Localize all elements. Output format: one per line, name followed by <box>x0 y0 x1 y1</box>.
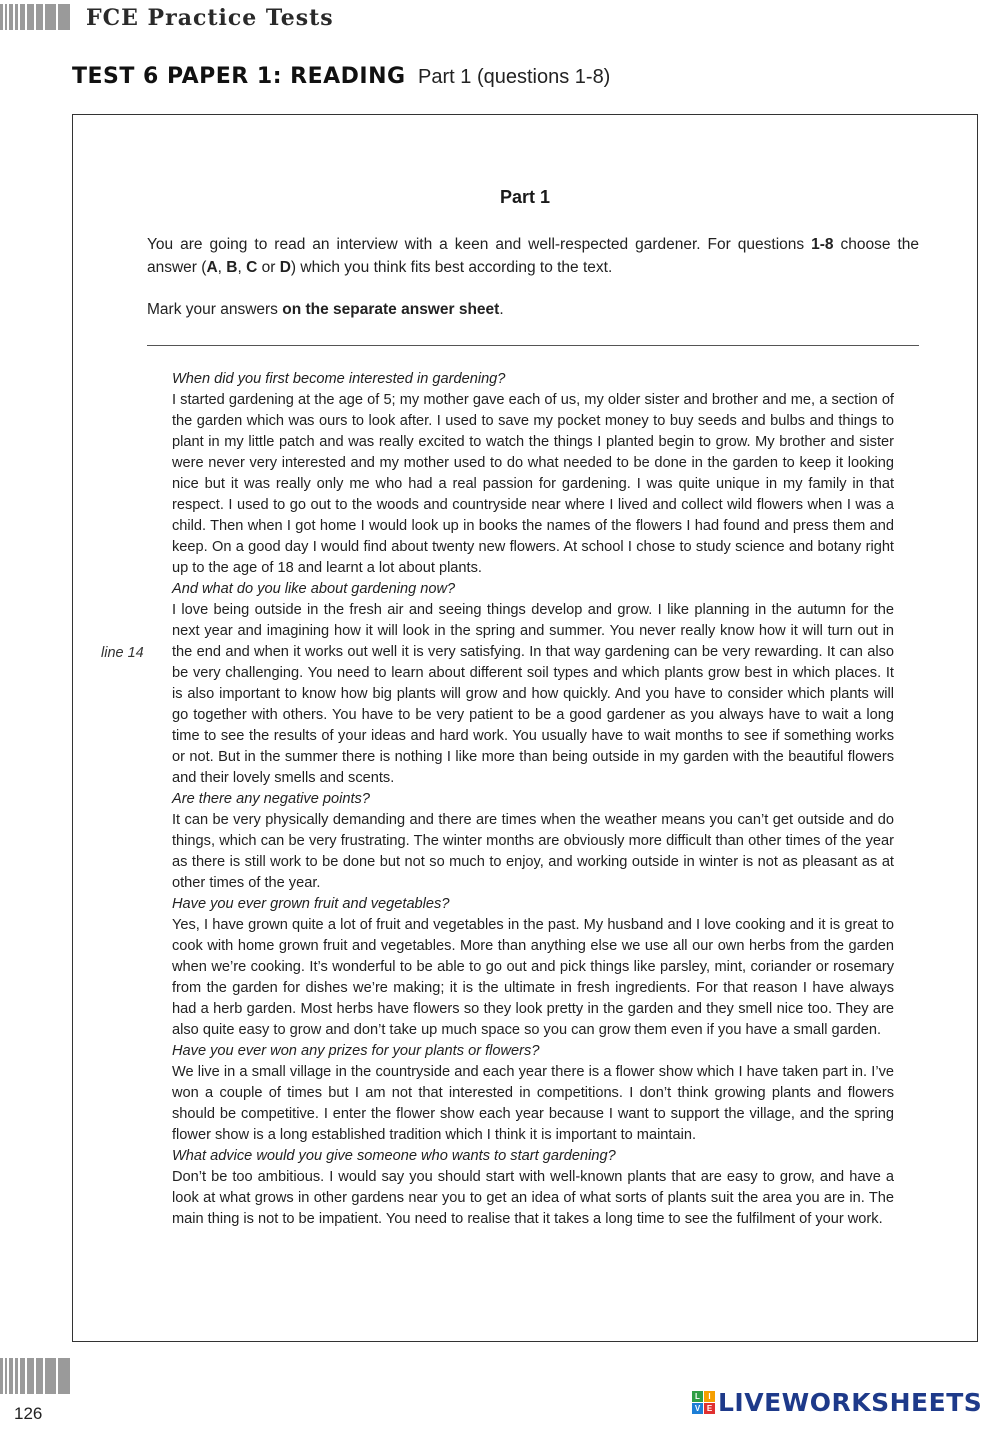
test-heading-main: TEST 6 PAPER 1: READING <box>72 64 406 89</box>
interview-question-5: Have you ever won any prizes for your plants or flowers? <box>172 1043 540 1059</box>
mark-text: Mark your answers <box>147 301 283 318</box>
instr-question-range: 1-8 <box>811 236 834 253</box>
instr-text-2: choose the answer ( <box>147 236 919 276</box>
liveworksheets-brand[interactable] <box>692 1388 982 1417</box>
footer-decorative-bars <box>0 1358 72 1394</box>
interview-question-3: Are there any negative points? <box>172 791 370 807</box>
interview-answer-5: We live in a small village in the countryside and each year there is a flower show which I have taken part in. I’ve won a couple of times but I am not that interested in competitions. I don’t think growing plants and flowers should be competitive. I enter the flower show each year because I want to support the village, and the spring flower show is a long established tradition which I think it is important to maintain. <box>172 1064 894 1143</box>
interview-question-4: Have you ever grown fruit and vegetables? <box>172 896 450 912</box>
line-14-marker: line 14 <box>101 645 144 661</box>
instr-sep-1: , <box>217 259 227 276</box>
instr-text-1: You are going to read an interview with a keen and well-respected gardener. For questions <box>147 236 812 253</box>
option-d: D <box>279 259 291 276</box>
interview-question-1: When did you first become interested in gardening? <box>172 371 506 387</box>
interview-answer-6: Don’t be too ambitious. I would say you should start with well-known plants that are easy to grow, and have a look at what grows in other gardens near you to get an idea of what sorts of plants suit the area you are in. The main thing is not to be impatient. You need to realise that it takes a long time to see the fulfilment of your work. <box>172 1169 894 1227</box>
part-title: Part 1 <box>499 187 551 207</box>
mark-instruction <box>147 301 504 319</box>
test-heading-sub: Part 1 (questions 1-8) <box>418 66 611 88</box>
mark-end: . <box>499 301 504 318</box>
interview-answer-1: I started gardening at the age of 5; my mother gave each of us, my older sister and brother and me, a section of the garden which was ours to look after. I used to save my pocket money to buy seeds and bulbs and things to plant in my little patch and was really excited to watch the things I planted begin to grow. My brother and sister were never very interested and my mother used to do what needed to be done in the garden to keep it looking nice but it was really only me who had a real passion for gardening. I was quite unique in my family in that respect. I used to go out to the woods and countryside near where I lived and collect wild flowers when I was a child. Then when I got home I would look up in books the names of the flowers I had found and press them and keep. On a good day I would find about twenty new flowers. At school I chose to study science and botany right up to the age of 18 and learnt a lot about plants. <box>172 392 894 576</box>
interview-answer-2: I love being outside in the fresh air and seeing things develop and grow. I like planning in the autumn for the next year and imagining how it will look in the spring and summer. You never really know how it will turn out in the end and when it works out well it is very satisfying. In that way gardening can be very rewarding. It can also be very challenging. You need to learn about different soil types and which plants grow best in which places. It is also important to know how big plants will grow and how quickly. And you have to consider which plants will go together with others. You have to be very patient to be a good gardener as you always have to wait a long time to see the results of your ideas and hard work. You usually have to wait months to see if something works or not. But in the summer there is nothing I like more than being outside in my garden with the beautiful flowers and their lovely smells and scents. <box>172 602 894 786</box>
interview-question-2: And what do you like about gardening now? <box>172 581 456 597</box>
reading-frame <box>72 114 978 1342</box>
divider <box>147 345 919 346</box>
instr-text-3: ) which you think fits best according to the text. <box>290 259 613 276</box>
logo-tile-e: E <box>704 1403 715 1414</box>
interview-text <box>172 369 894 1230</box>
interview-answer-3: It can be very physically demanding and there are times when the weather means you can’t get outside and do things, which can be very frustrating. The winter months are obviously more difficult than other times of the year as there is still work to be done but not so much to enjoy, and working outside in winter is not as pleasant as at other times of the year. <box>172 812 894 891</box>
logo-tile-i: I <box>704 1391 715 1402</box>
mark-bold-text: on the separate answer sheet <box>282 301 500 318</box>
liveworksheets-wordmark: LIVEWORKSHEETS <box>718 1388 983 1417</box>
instr-sep-2: , <box>237 259 247 276</box>
option-b: B <box>226 259 238 276</box>
instructions <box>147 233 919 279</box>
header-decorative-bars <box>0 4 72 30</box>
interview-answer-4: Yes, I have grown quite a lot of fruit and vegetables in the past. My husband and I love cooking and it is great to cook with home grown fruit and vegetables. More than anything else we use all our own herbs from the garden when we’re cooking. It’s wonderful to be able to go out and pick things like parsley, mint, coriander or rosemary from the garden for dishes we’re making; it is the ultimate in fresh ingredients. For that reason I have always had a herb garden. Most herbs have flowers so they look pretty in the garden and they smell nice too. They are also quite easy to grow and don’t take up much space so you can grow them even if you have a small garden. <box>172 917 894 1038</box>
logo-tile-v: V <box>692 1403 703 1414</box>
interview-question-6: What advice would you give someone who wants to start gardening? <box>172 1148 616 1164</box>
liveworksheets-logo-icon <box>692 1391 715 1414</box>
option-c: C <box>246 259 258 276</box>
option-a: A <box>206 259 218 276</box>
page-number: 126 <box>14 1404 43 1423</box>
book-title: FCE Practice Tests <box>86 5 334 31</box>
logo-tile-l: L <box>692 1391 703 1402</box>
test-heading <box>72 64 610 89</box>
instr-sep-or: or <box>257 259 280 276</box>
